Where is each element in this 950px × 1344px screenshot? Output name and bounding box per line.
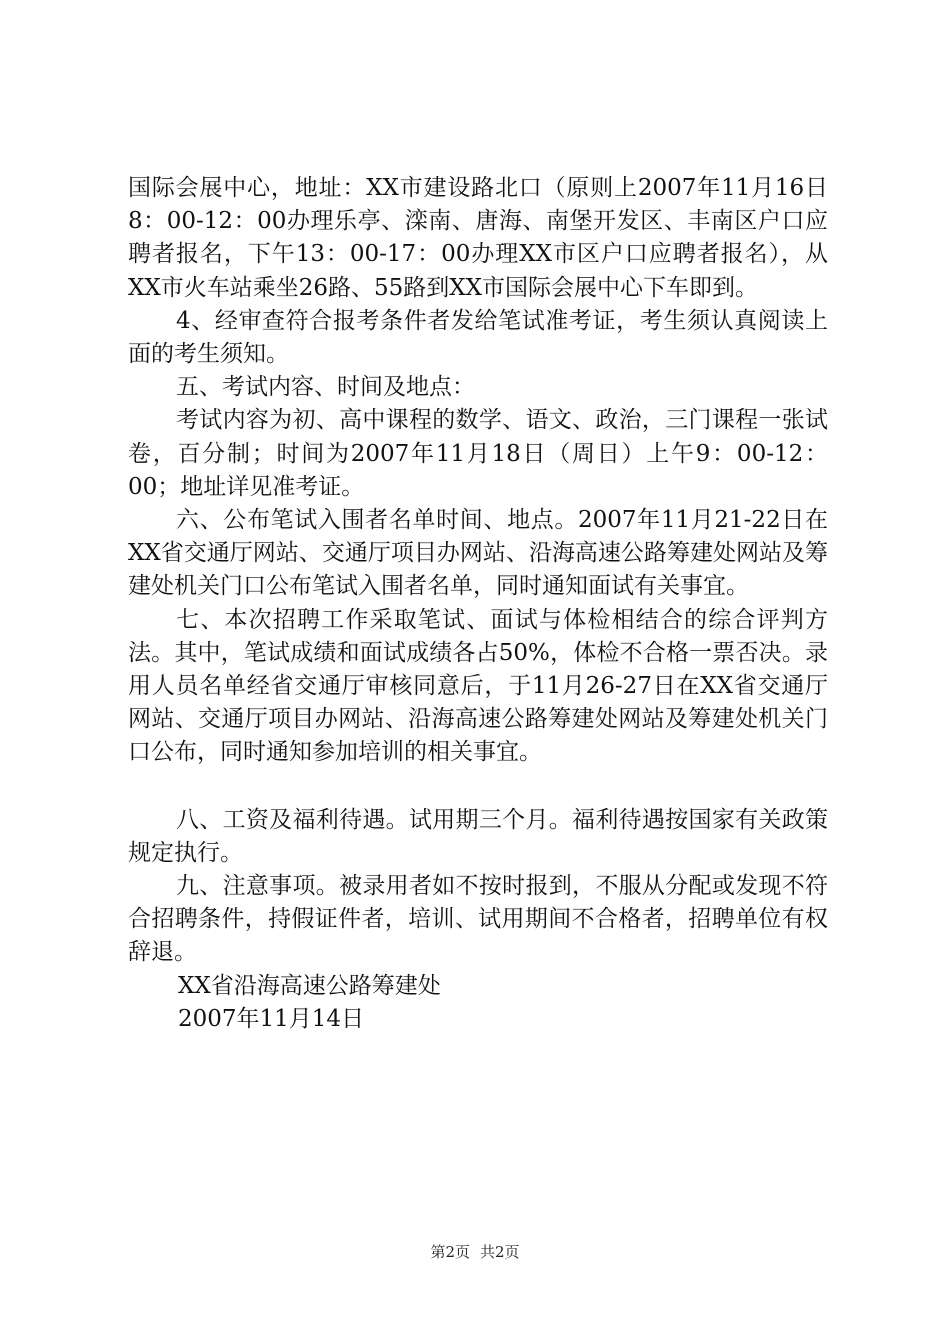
paragraph-registration-venue: 国际会展中心，地址：XX市建设路北口（原则上2007年11月16日8：00-12：00办理乐亭、滦南、唐海、南堡开发区、丰南区户口应聘者报名，下午13：00-17：00办理XX市区户口应聘者报名），从XX市火车站乘坐26路、55路到XX市国际会展中心下车即到。: [128, 175, 828, 301]
document-body: [128, 172, 828, 1036]
paragraph-evaluation-method: 七、本次招聘工作采取笔试、面试与体检相结合的综合评判方法。其中，笔试成绩和面试成绩各占50%，体检不合格一票否决。录用人员名单经省交通厅审核同意后，于11月26-27日在XX省交通厅网站、交通厅项目办网站、沿海高速公路筹建处网站及筹建处机关门口公布，同时通知参加培训的相关事宜。: [128, 606, 828, 766]
paragraph-notices: 九、注意事项。被录用者如不按时报到，不服从分配或发现不符合招聘条件，持假证件者，培训、试用期间不合格者，招聘单位有权辞退。: [128, 873, 828, 966]
paragraph-exam-heading: 五、考试内容、时间及地点：: [176, 374, 475, 401]
page-footer: [0, 1242, 950, 1262]
page-total: 共2页: [480, 1243, 520, 1261]
paragraph-salary-benefits: 八、工资及福利待遇。试用期三个月。福利待遇按国家有关政策规定执行。: [128, 806, 828, 866]
paragraph-written-results: 六、公布笔试入围者名单时间、地点。2007年11月21-22日在XX省交通厅网站、交通厅项目办网站、沿海高速公路筹建处网站及筹建处机关门口公布笔试入围者名单，同时通知面试有关事宜。: [128, 507, 828, 600]
signature-organization: XX省沿海高速公路筹建处: [178, 972, 441, 999]
page-number: 第2页: [430, 1243, 470, 1261]
signature-date: 2007年11月14日: [178, 1005, 365, 1032]
paragraph-exam-content: 考试内容为初、高中课程的数学、语文、政治，三门课程一张试卷，百分制；时间为2007年11月18日（周日）上午9：00-12：00；地址详见准考证。: [128, 407, 828, 500]
paragraph-admission-ticket: 4、经审查符合报考条件者发给笔试准考证，考生须认真阅读上面的考生须知。: [128, 307, 828, 368]
